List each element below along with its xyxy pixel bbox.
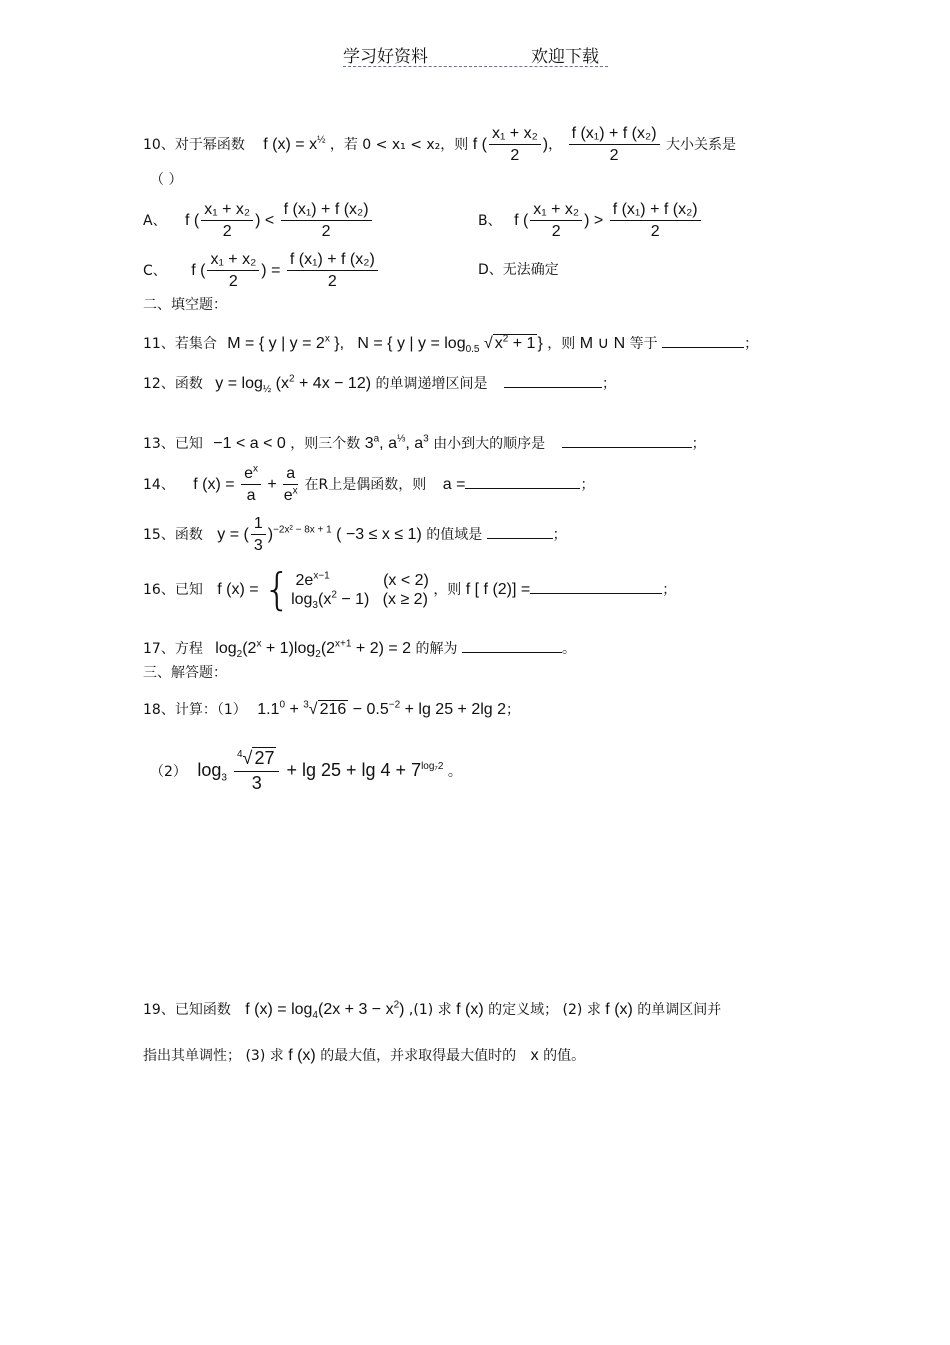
question-17: 17、方程 $\log_2(2^x + 1)\log_2(2^{x+1} + 2) = 2$ 的解为 。 xyxy=(143,638,576,661)
option-c: C、 f ( $\frac{\text{x₁ + x₂}}{2}$ ) = $\frac{\text{f (x₁) + f (x₂)}}{2}$ xyxy=(143,250,380,291)
option-b: B、 f ( $\frac{\text{x₁ + x₂}}{2}$ ) > $\frac{\text{f (x₁) + f (x₂)}}{2}$ xyxy=(478,200,703,241)
page-header xyxy=(343,40,608,67)
question-19-line1: 19、已知函数 f $(x) = \log_4(2x + 3 - x^2)$ ,(1) 求 f (x) 的定义域； (2) 求 f (x) 的单调区间并 xyxy=(143,999,722,1022)
question-15: 15、函数 y = ( $\frac{1}{3}$ )$^{-2x^2 - 8x + 1}$ ( −3 ≤ x ≤ 1) 的值域是 ； xyxy=(143,515,567,555)
question-10: 10、对于幂函数 f $(x) = x^{\frac{1}{2}}$ ，若 0 < x₁ < x₂，则 f ( $\frac{\text{x₁ + x₂}}{2}$ )， $\frac{\text{f (x₁) + f (x₂)}}{2}$ 大小关系是 xyxy=(143,125,736,165)
header-right: 欢迎下载 xyxy=(531,47,599,67)
question-11: 11、若集合 M = { y | $y = 2^x$ }, N = { y | $y = \log_{0.5}$ √ $x^2 + 1$ } ，则 M ∪ N 等于 ； xyxy=(143,333,759,356)
question-12: 12、函数 $y = \log_{\frac{1}{2}} (x^2 + 4x - 12)$ 的单调递增区间是 ； xyxy=(143,373,616,396)
question-18: 18、计算：（1） $1.1^0 + ^3√$ $216 - 0.5^{-2} + \lg 25 + 2\lg$ 2； xyxy=(143,699,521,718)
section-solve: 三、解答题： xyxy=(143,665,227,681)
question-14: 14、 f (x) = $\frac{e^x}{a}$ + $\frac{a}{e^x}$ 在R上是偶函数，则 a = ； xyxy=(143,463,595,505)
question-16: 16、已知 f (x) = { $2e^{x-1}$ (x < 2) $\log_3(x^2 - 1) (x \ge 2)$ ，则 f [ f (2)] = ； xyxy=(143,564,677,615)
section-fill-in: 二、填空题： xyxy=(143,297,227,313)
question-10-paren: （ ） xyxy=(150,172,183,188)
option-a: A、 f ( $\frac{\text{x₁ + x₂}}{2}$ ) < $\frac{\text{f (x₁) + f (x₂)}}{2}$ xyxy=(143,200,374,241)
header-left: 学习好资料 xyxy=(343,47,428,67)
question-18-part2: （2） $\log_3$ $\frac{^4√ 27}{3}$ + $\lg 25 + \lg 4 + 7^{log_72}$ 。 xyxy=(150,748,462,793)
question-13: 13、已知 −1 < a < 0 ，则三个数 3$^a$, $a^{\frac{1}{3}}$, $a^3$ 由小到大的顺序是 ； xyxy=(143,433,706,452)
option-d: D、无法确定 xyxy=(478,262,559,278)
question-19-line2: 指出其单调性； (3) 求 f (x) 的最大值，并求取得最大值时的 x 的值。 xyxy=(143,1047,586,1064)
